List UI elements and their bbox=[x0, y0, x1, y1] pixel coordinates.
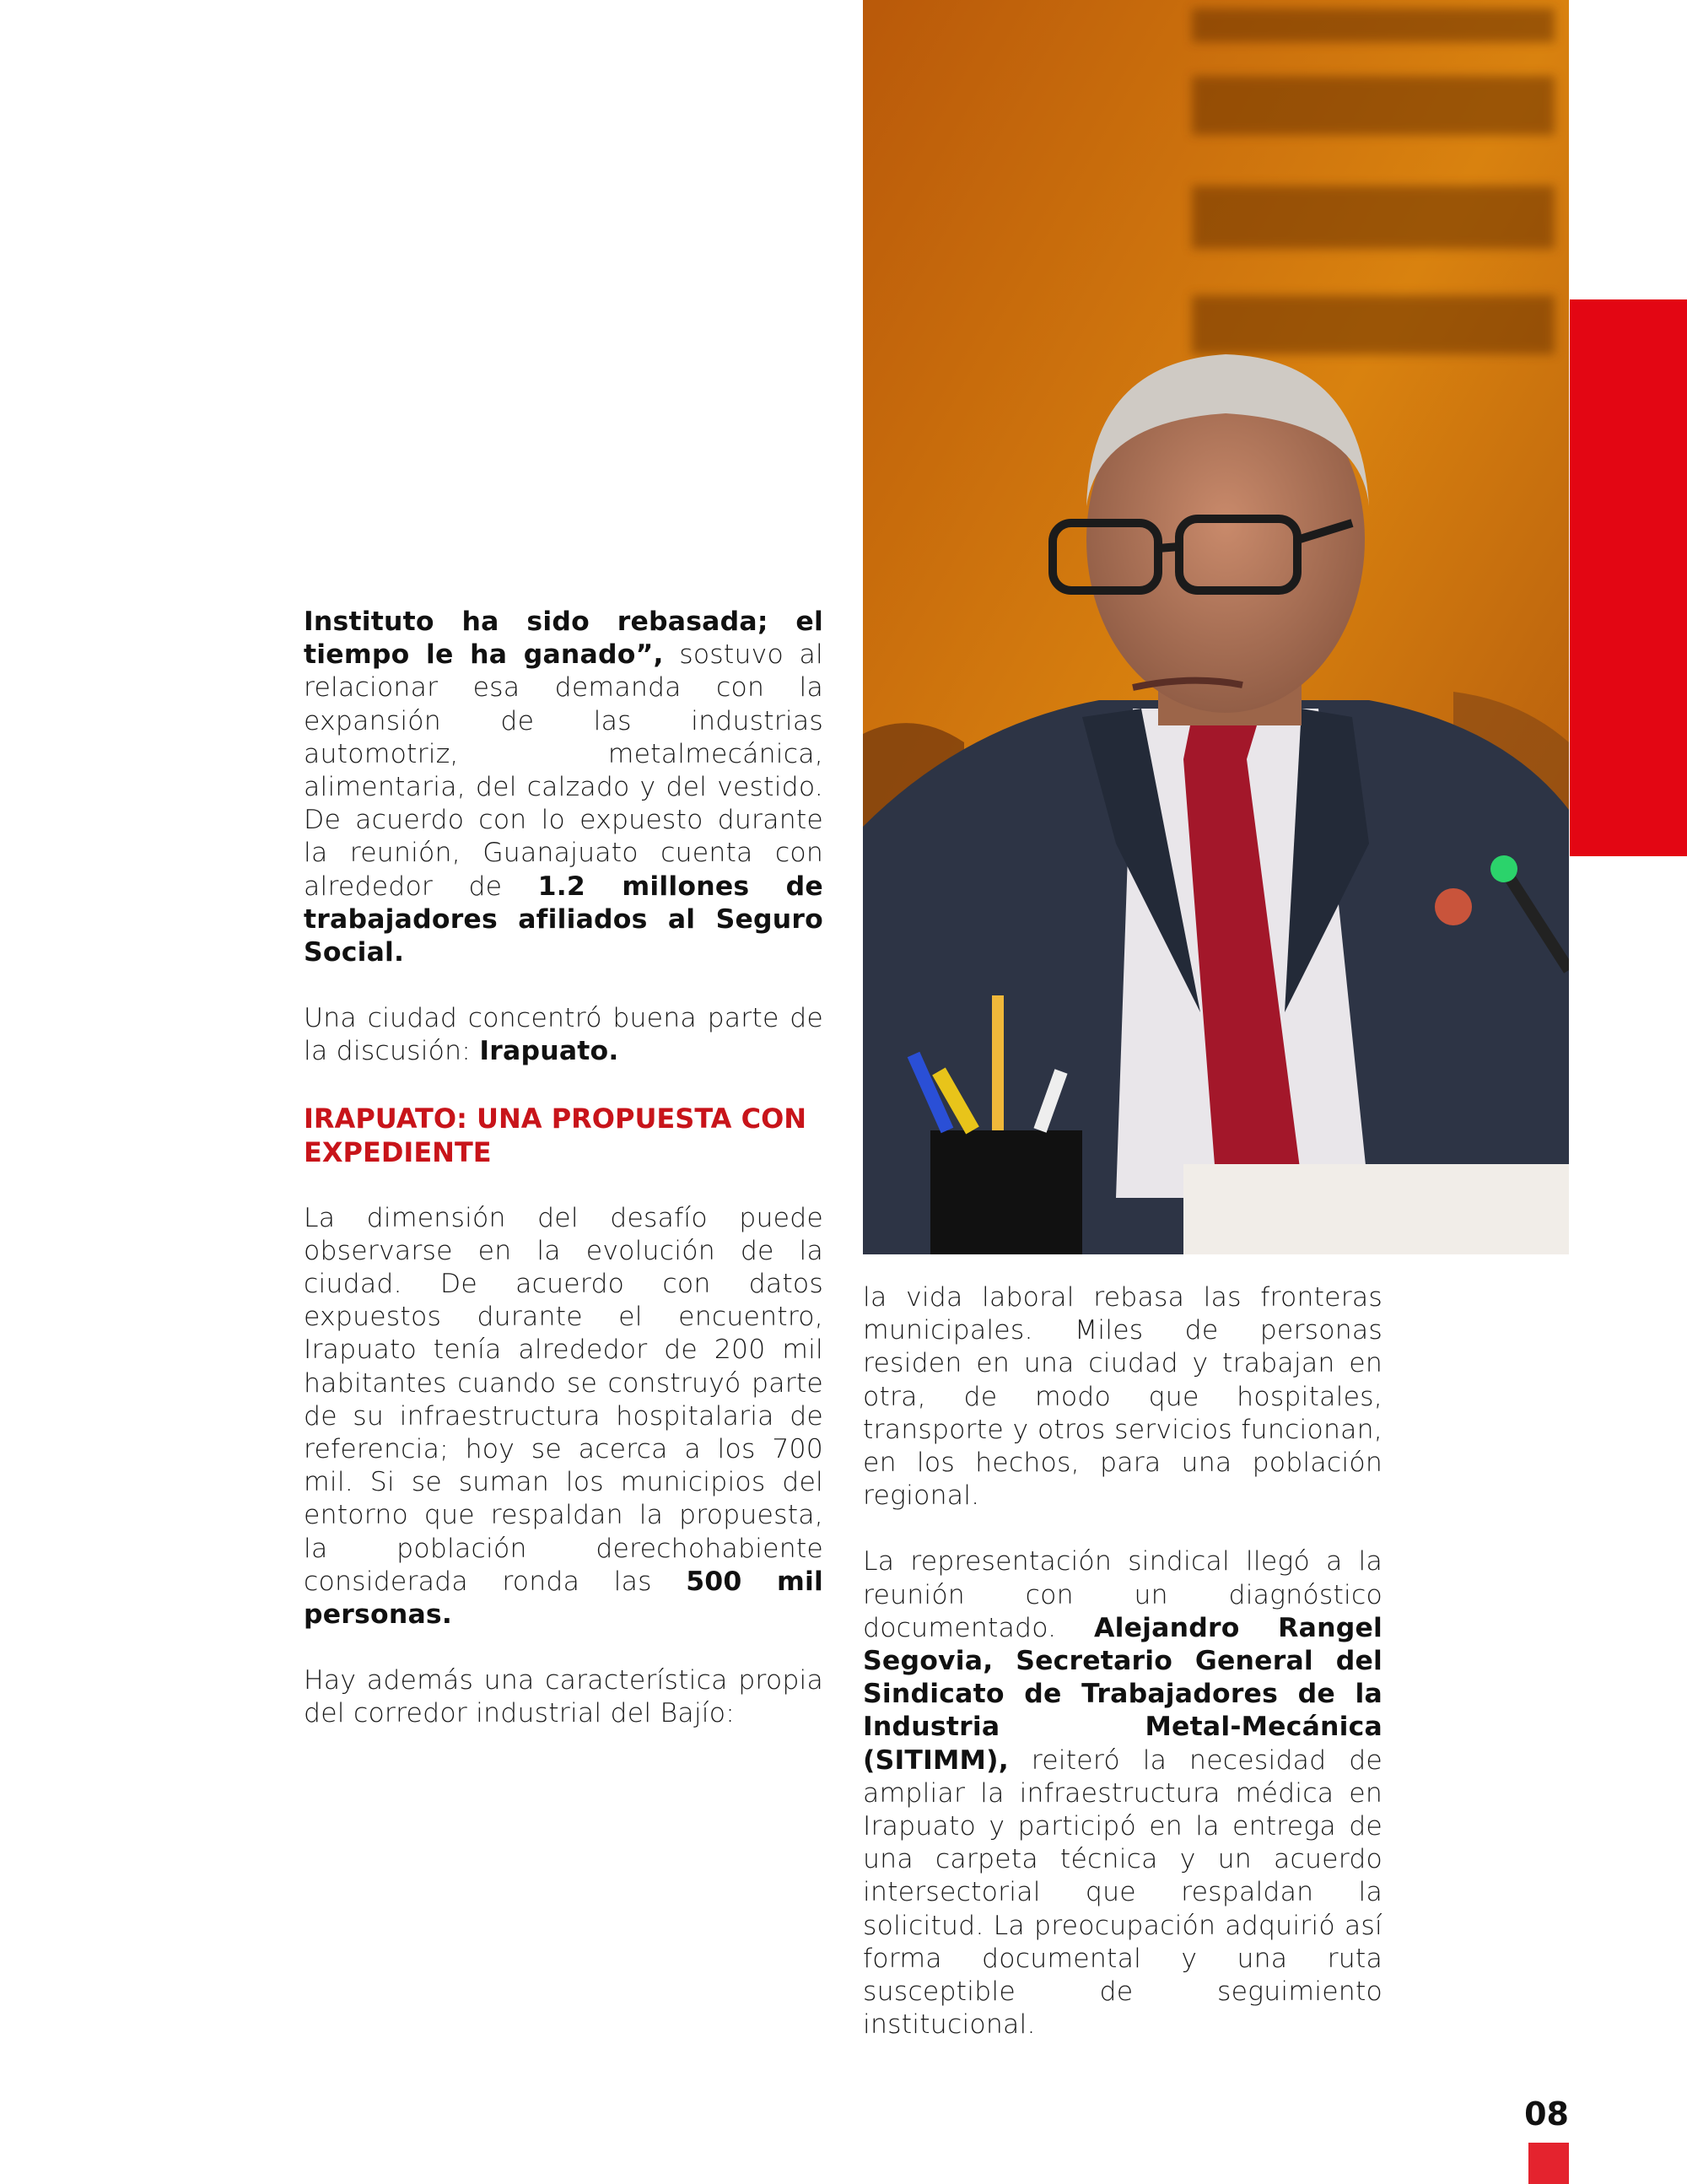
section-heading: IRAPUATO: UNA PROPUESTA CON EXPEDIENTE bbox=[304, 1102, 807, 1168]
body-text: Una ciudad concentró buena parte de la discusión: bbox=[304, 1003, 823, 1067]
portrait-photo bbox=[863, 0, 1569, 1254]
paragraph bbox=[304, 1002, 823, 1068]
page-number: 08 bbox=[1524, 2095, 1569, 2133]
portrait-photo-icon bbox=[863, 0, 1569, 1254]
bold-text: Irapuato. bbox=[479, 1036, 619, 1067]
paragraph bbox=[304, 1664, 823, 1730]
right-column bbox=[863, 1281, 1382, 2074]
page-marker-square bbox=[1528, 2143, 1569, 2184]
bold-text: Alejandro Rangel Segovia, Secretario General del Sindicato de Trabajadores de la Industria Metal-Mecánica (SITIMM), bbox=[863, 1612, 1383, 1776]
paragraph bbox=[863, 1281, 1382, 1513]
paragraph bbox=[304, 606, 823, 969]
body-text: reiteró la necesidad de ampliar la infraestructura médica en Irapuato y participó en la entrega de una carpeta técnica y un acuerdo intersectorial que respaldan la solicitud. La preocupación adquirió así forma documental y una ruta susceptible de seguimiento institucional. bbox=[863, 1745, 1382, 2041]
bold-text: Instituto ha sido rebasada; el tiempo le ha ganado”, bbox=[304, 607, 823, 671]
body-text: la vida laboral rebasa las fronteras municipales. Miles de personas residen en una ciudad y trabajan en otra, de modo que hospitales, transporte y otros servicios funcionan, en los hechos, para una población regional. bbox=[863, 1282, 1382, 1512]
left-column bbox=[304, 606, 823, 1764]
paragraph bbox=[304, 1202, 823, 1632]
bold-text: 500 mil personas. bbox=[304, 1566, 824, 1631]
body-text: Hay además una característica propia del corredor industrial del Bajío: bbox=[304, 1665, 823, 1729]
body-text: sostuvo al relacionar esa demanda con la expansión de las industrias automotriz, metalmecánica, alimentaria, del calzado y del vestido. De acuerdo con lo expuesto durante la reunión, Guanajuato cuenta con alrededor de bbox=[304, 639, 823, 902]
body-text: La representación sindical llegó a la reunión con un diagnóstico documentado. bbox=[863, 1546, 1382, 1643]
paragraph bbox=[863, 1545, 1382, 2041]
body-text: La dimensión del desafío puede observarse en la evolución de la ciudad. De acuerdo con datos expuestos durante el encuentro, Irapuato tenía alrededor de 200 mil habitantes cuando se construyó parte de su infraestructura hospitalaria de referencia; hoy se acerca a los 700 mil. Si se suman los municipios del entorno que respaldan la propuesta, la población derechohabiente considerada ronda las bbox=[304, 1202, 823, 1597]
bold-text: 1.2 millones de trabajadores afiliados al Seguro Social. bbox=[304, 871, 823, 968]
accent-bar bbox=[1570, 299, 1687, 856]
